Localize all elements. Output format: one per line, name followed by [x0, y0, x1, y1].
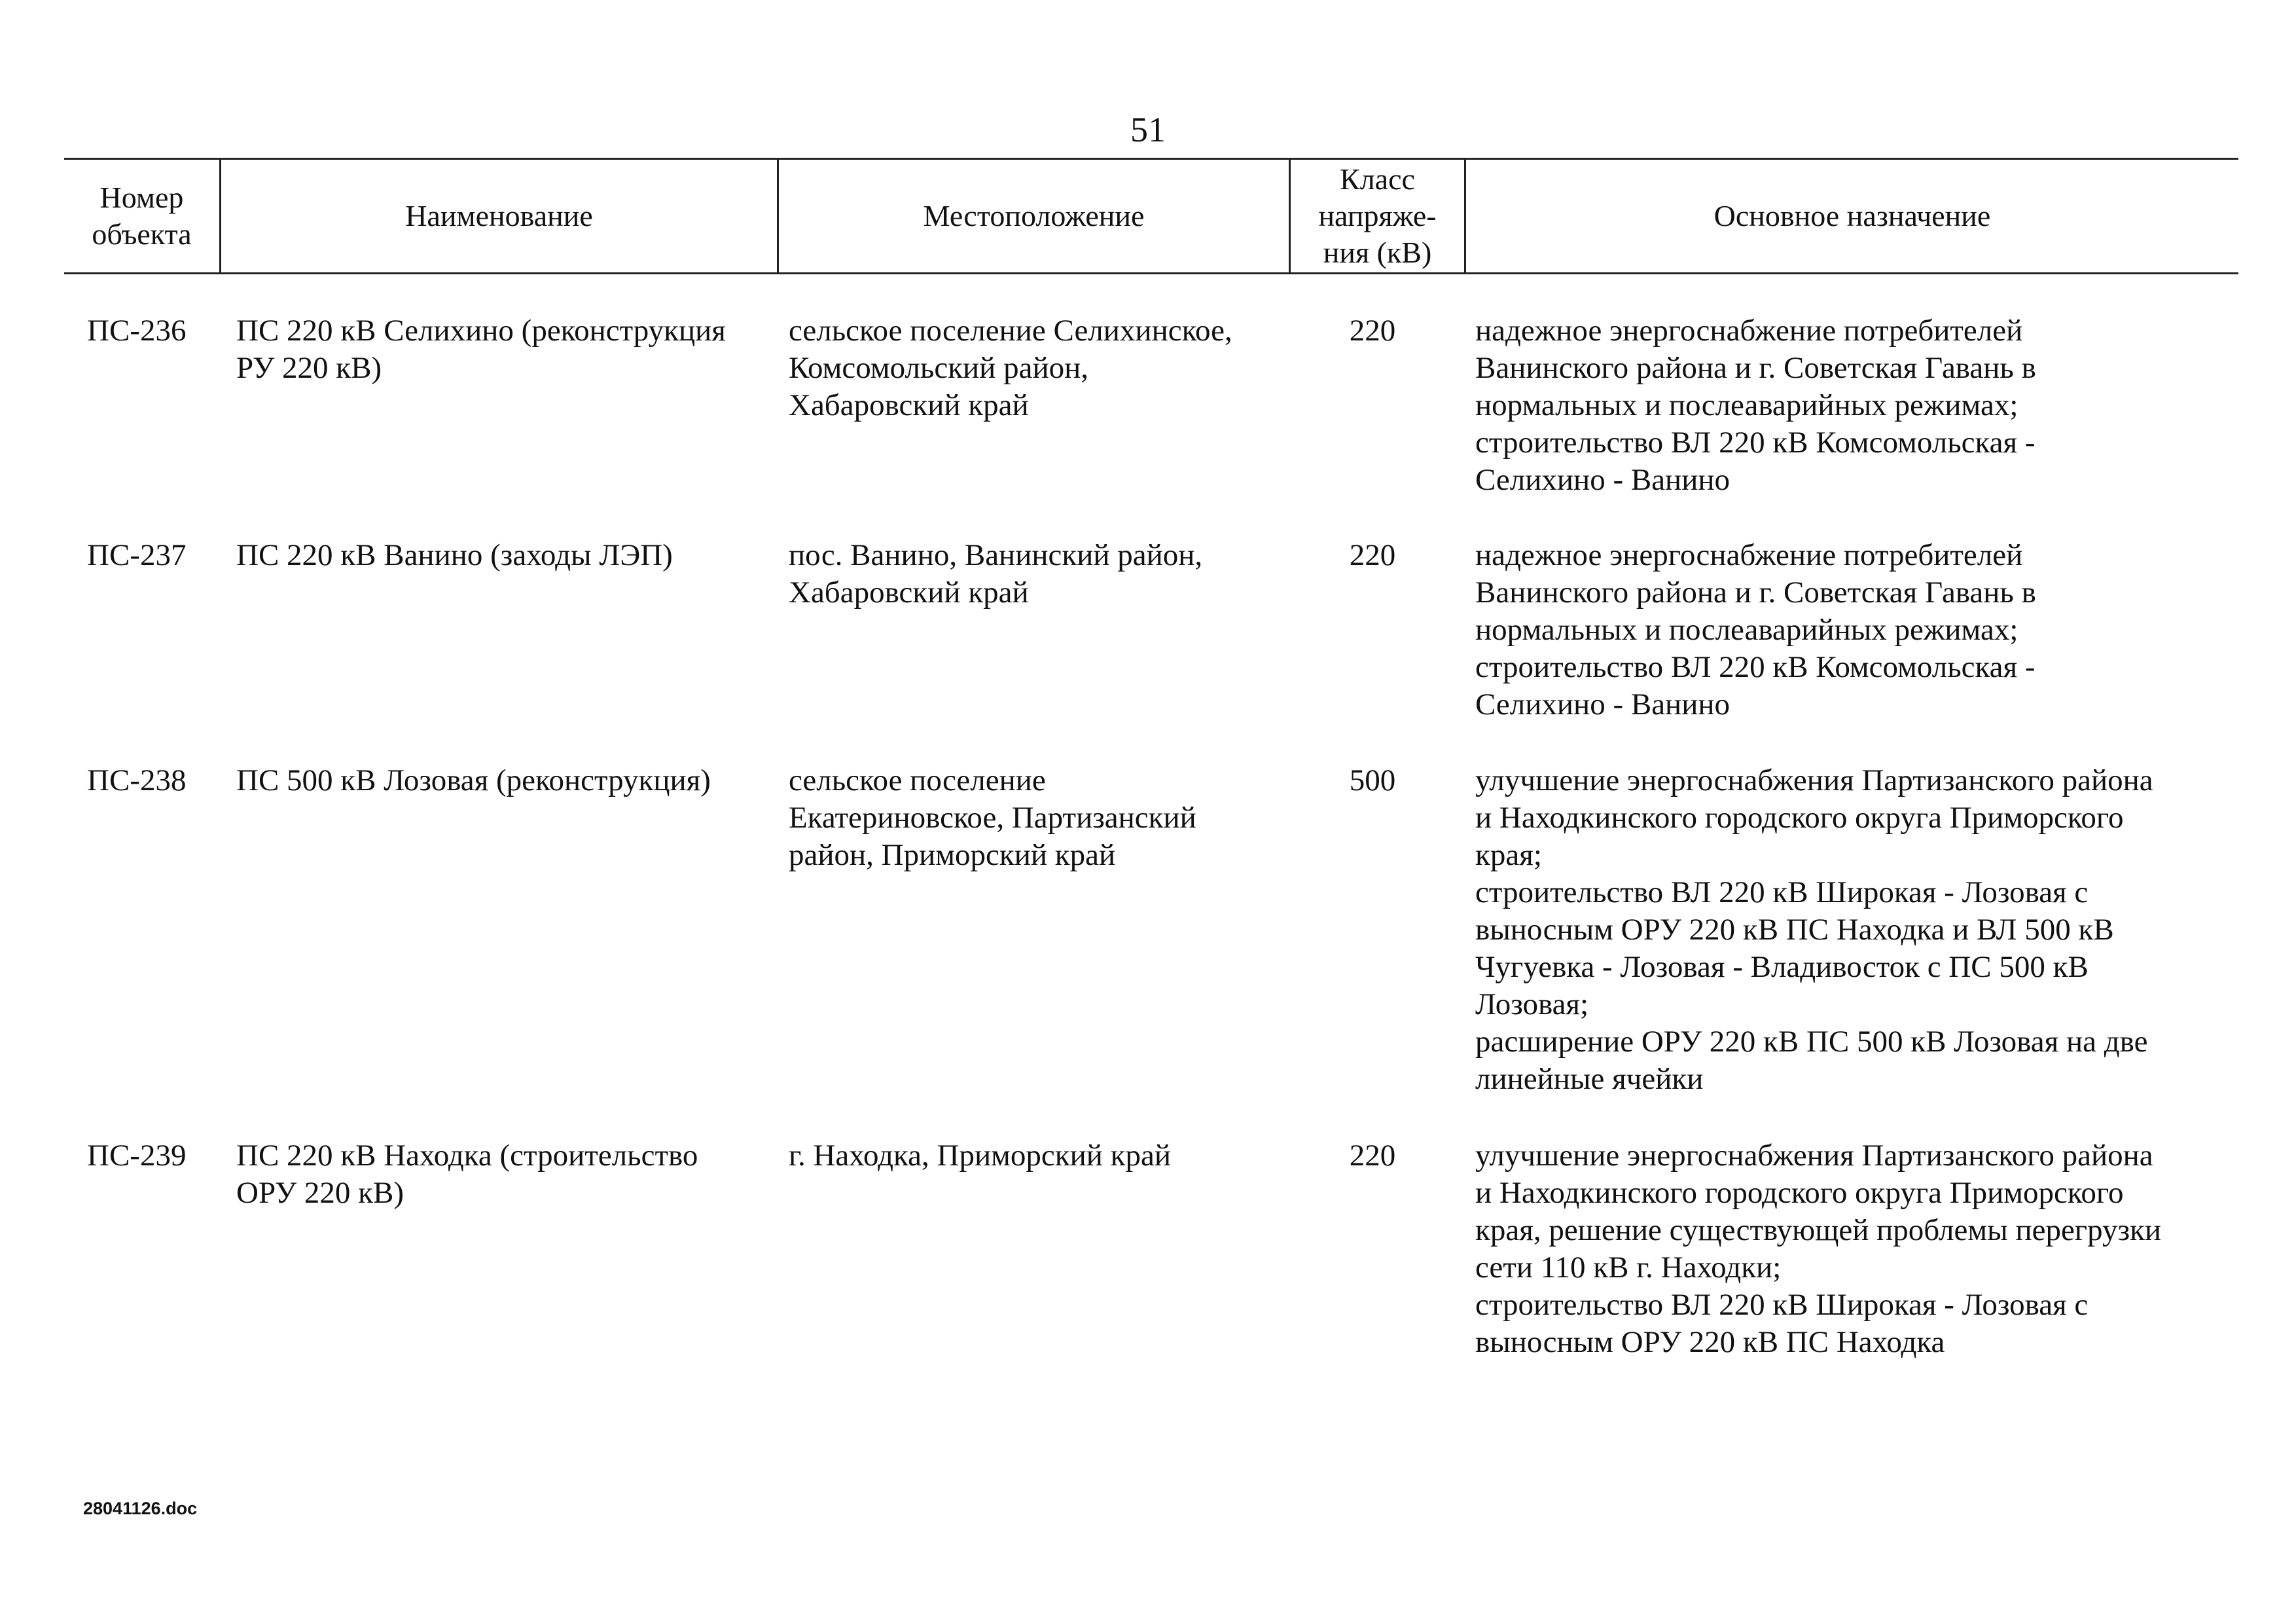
row-voltage: 220 [1349, 538, 1396, 572]
row-purpose: улучшение энергоснабжения Партизанского района и Находкинского городского округа Приморского края; строительство ВЛ 220 кВ Широкая - Лозовая с выносным ОРУ 220 кВ ПС Находка и ВЛ 500 кВ Чугуевка - Лозовая - Владивосток с ПС 500 кВ Лозовая; расширение ОРУ 220 кВ ПС 500 кВ Лозовая на две линейные ячейки [1475, 763, 2153, 1096]
row-voltage: 220 [1349, 1139, 1396, 1173]
row-name: ПС 220 кВ Ванино (заходы ЛЭП) [236, 538, 673, 572]
header-name: Наименование [405, 199, 593, 232]
row-location: сельское поселение Селихинское, Комсомольский район, Хабаровский край [789, 314, 1232, 422]
row-object-number: ПС-236 [87, 314, 187, 348]
row-object-number: ПС-237 [87, 538, 187, 572]
row-purpose: надежное энергоснабжение потребителей Ванинского района и г. Советская Гавань в нормальных и послеаварийных режимах; строительство ВЛ 220 кВ Комсомольская - Селихино - Ванино [1475, 538, 2036, 721]
row-name: ПС 220 кВ Находка (строительство ОРУ 220 кВ) [236, 1139, 698, 1210]
row-location: сельское поселение Екатериновское, Партизанский район, Приморский край [789, 763, 1196, 872]
row-name: ПС 500 кВ Лозовая (реконструкция) [236, 763, 711, 797]
header-voltage-class: Класс напряже- ния (кВ) [1318, 162, 1437, 269]
row-location: г. Находка, Приморский край [789, 1139, 1171, 1173]
row-voltage: 500 [1349, 763, 1396, 797]
row-voltage: 220 [1349, 314, 1396, 348]
table-header-bottom-rule [64, 272, 2238, 274]
header-location: Местоположение [923, 199, 1145, 232]
row-object-number: ПС-239 [87, 1139, 187, 1173]
row-name: ПС 220 кВ Селихино (реконструкция РУ 220 кВ) [236, 314, 726, 385]
row-purpose: надежное энергоснабжение потребителей Ванинского района и г. Советская Гавань в нормальных и послеаварийных режимах; строительство ВЛ 220 кВ Комсомольская - Селихино - Ванино [1475, 314, 2036, 497]
page-number: 51 [1130, 110, 1166, 149]
row-object-number: ПС-238 [87, 763, 187, 797]
footer-filename: 28041126.doc [83, 1499, 198, 1518]
header-purpose: Основное назначение [1713, 199, 1991, 232]
row-location: пос. Ванино, Ванинский район, Хабаровский край [789, 538, 1203, 610]
row-purpose: улучшение энергоснабжения Партизанского района и Находкинского городского округа Приморского края, решение существующей проблемы перегрузки сети 110 кВ г. Находки; строительство ВЛ 220 кВ Широкая - Лозовая с выносным ОРУ 220 кВ ПС Находка [1475, 1139, 2162, 1359]
header-object-number: Номер объекта [92, 181, 192, 251]
